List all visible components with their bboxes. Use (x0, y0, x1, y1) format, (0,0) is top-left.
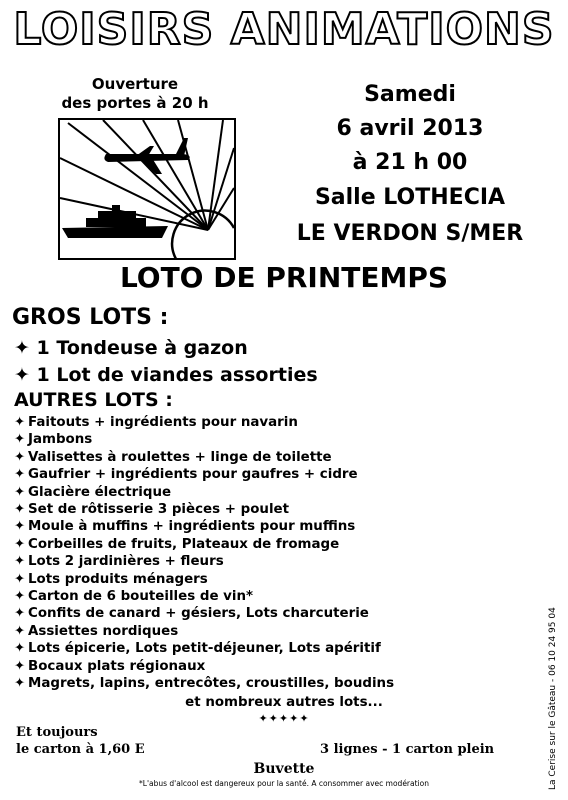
lot-text: Jambons (28, 432, 93, 448)
lot-item (14, 414, 534, 431)
pricing-info (16, 724, 145, 758)
ship-icon (62, 205, 168, 238)
poster-title: LOISIRS ANIMATIONS (13, 4, 555, 55)
bullet-icon: ✦ (14, 536, 26, 552)
lot-text: Magrets, lapins, entrecôtes, croustilles, boudins (28, 676, 395, 692)
gros-lot-text: 1 Lot de viandes assorties (36, 364, 318, 386)
event-date: 6 avril 2013 (336, 116, 484, 141)
autres-lots-label: AUTRES LOTS : (14, 389, 173, 411)
bullet-icon: ✦ (14, 554, 26, 570)
event-town: LE VERDON S/MER (296, 221, 524, 246)
lot-item (14, 658, 534, 675)
bullet-icon: ✦ (14, 623, 26, 639)
gros-lot-item (14, 361, 318, 389)
bullet-icon: ✦ (14, 364, 30, 386)
doors-opening (30, 75, 240, 113)
lot-item (14, 536, 534, 553)
lot-text: Bocaux plats régionaux (28, 658, 206, 674)
alcohol-warning: *L'abus d'alcool est dangereux pour la santé. A consommer avec modération (139, 779, 429, 788)
bullet-icon: ✦ (14, 432, 26, 448)
doors-line2: des portes à 20 h (61, 94, 209, 112)
lot-text: Confits de canard + gésiers, Lots charcuterie (28, 606, 369, 622)
poster-heading: LOTO DE PRINTEMPS (119, 261, 449, 294)
more-lots-text: et nombreux autres lots... (185, 695, 383, 710)
lot-item (14, 466, 534, 483)
lot-text: Moule à muffins + ingrédients pour muffins (28, 519, 356, 535)
bullet-icon: ✦ (14, 449, 26, 465)
printer-credit-wrap (548, 607, 568, 800)
lot-item (14, 588, 534, 605)
airplane-icon (104, 138, 189, 174)
bullet-icon: ✦ (14, 484, 26, 500)
lot-text: Assiettes nordiques (28, 623, 179, 639)
lot-text: Lots épicerie, Lots petit-déjeuner, Lots apéritif (28, 641, 381, 657)
lot-text: Glacière électrique (28, 484, 172, 500)
bullet-icon: ✦ (14, 589, 26, 605)
event-time: à 21 h 00 (352, 150, 468, 175)
lot-text: Gaufrier + ingrédients pour gaufres + cidre (28, 467, 358, 483)
pricing-line2: le carton à 1,60 E (16, 742, 145, 757)
gros-lot-item (14, 334, 248, 362)
lot-item (14, 640, 534, 657)
bullet-icon: ✦ (14, 467, 26, 483)
lot-item (14, 501, 534, 518)
gros-lot-text: 1 Tondeuse à gazon (36, 337, 248, 359)
bullet-icon: ✦ (14, 676, 26, 692)
lot-item (14, 553, 534, 570)
lot-item (14, 675, 534, 692)
lot-item (14, 605, 534, 622)
bullet-icon: ✦ (14, 571, 26, 587)
lot-text: Corbeilles de fruits, Plateaux de fromage (28, 536, 340, 552)
stars-divider: ✦✦✦✦✦ (258, 712, 310, 725)
gros-lots-label: GROS LOTS : (12, 305, 169, 330)
lot-item (14, 449, 534, 466)
event-details (240, 78, 568, 252)
bullet-icon: ✦ (14, 337, 30, 359)
doors-line1: Ouverture (91, 75, 179, 93)
bullet-icon: ✦ (14, 658, 26, 674)
travel-logo (58, 118, 236, 260)
lot-text: Lots 2 jardinières + fleurs (28, 554, 224, 570)
printer-credit: La Cerise sur le Gâteau - 06 10 24 95 04 (548, 607, 558, 790)
buvette-label: Buvette (253, 761, 315, 777)
lot-text: Carton de 6 bouteilles de vin* (28, 589, 254, 605)
lot-text: Faitouts + ingrédients pour navarin (28, 415, 298, 430)
event-day: Samedi (364, 82, 456, 107)
lot-item (14, 518, 534, 535)
bullet-icon: ✦ (14, 502, 26, 518)
lot-text: Set de rôtisserie 3 pièces + poulet (28, 502, 290, 518)
lot-item (14, 484, 534, 501)
autres-lots-list (14, 414, 534, 693)
bullet-icon: ✦ (14, 415, 26, 430)
pricing-line1: Et toujours (16, 725, 98, 740)
lot-text: Lots produits ménagers (28, 571, 208, 587)
event-venue: Salle LOTHECIA (314, 185, 506, 210)
lot-item (14, 623, 534, 640)
lines-info: 3 lignes - 1 carton plein (320, 742, 495, 757)
bullet-icon: ✦ (14, 519, 26, 535)
lot-item (14, 431, 534, 448)
lot-text: Valisettes à roulettes + linge de toilette (28, 449, 332, 465)
bullet-icon: ✦ (14, 606, 26, 622)
lot-item (14, 571, 534, 588)
bullet-icon: ✦ (14, 641, 26, 657)
